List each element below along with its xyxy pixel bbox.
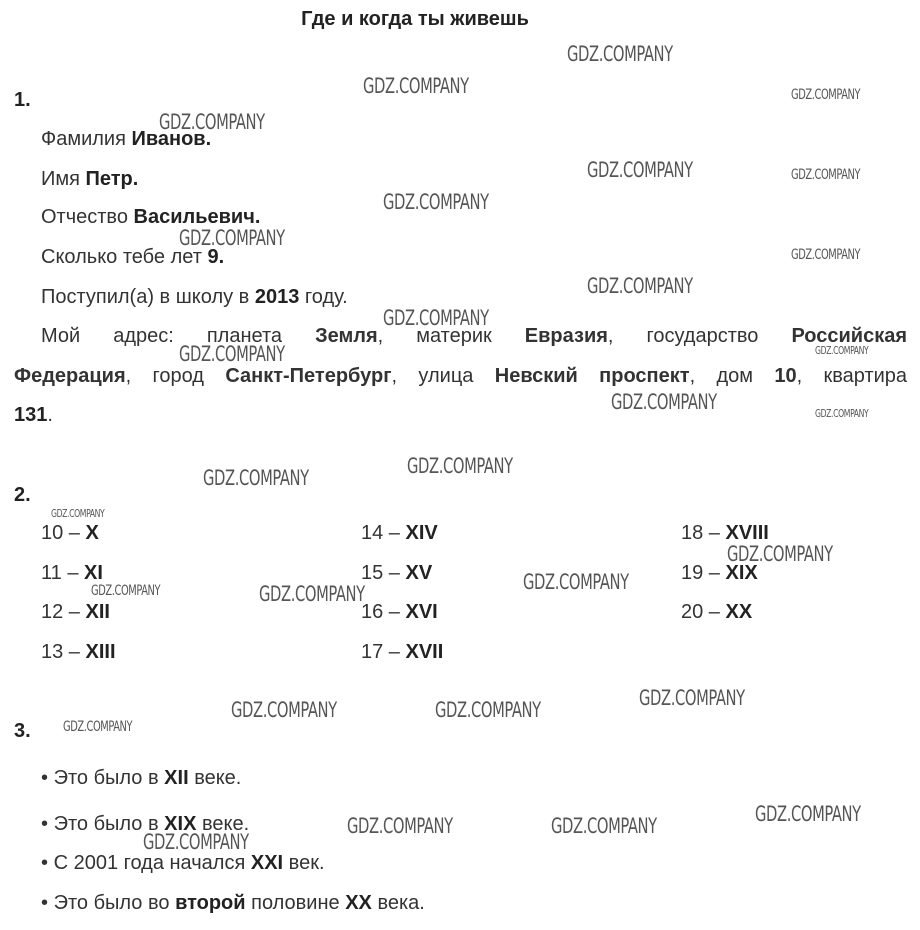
answer-text: век.	[288, 852, 325, 874]
school-suffix: году.	[304, 286, 348, 308]
arabic-number: 18 –	[681, 522, 720, 544]
address-apartment: 131	[14, 404, 48, 426]
address-planet: Земля	[315, 325, 378, 347]
roman-item	[681, 600, 752, 624]
address-text: , квартира	[796, 365, 908, 387]
watermark: GDZ.COMPANY	[639, 686, 745, 710]
bullet: •	[41, 813, 49, 835]
roman-item	[361, 600, 438, 624]
watermark: GDZ.COMPANY	[179, 226, 285, 250]
age-value: 9.	[207, 246, 225, 268]
address-text: , дом	[689, 365, 753, 387]
watermark: GDZ.COMPANY	[791, 87, 861, 103]
answer-bold: XIX	[164, 813, 197, 835]
roman-numeral: XIX	[725, 562, 758, 584]
roman-item	[41, 600, 110, 624]
arabic-number: 12 –	[41, 601, 80, 623]
roman-item	[361, 521, 438, 545]
address-text: , государство	[607, 325, 759, 347]
answer-item	[41, 766, 241, 790]
arabic-number: 10 –	[41, 522, 80, 544]
arabic-number: 16 –	[361, 601, 400, 623]
bullet: •	[41, 767, 49, 789]
watermark: GDZ.COMPANY	[51, 507, 105, 520]
watermark: GDZ.COMPANY	[587, 274, 693, 298]
surname-value: Иванов.	[131, 128, 212, 150]
roman-item	[41, 640, 116, 664]
watermark: GDZ.COMPANY	[755, 802, 861, 826]
address-city: Санкт-Петербург	[225, 365, 392, 387]
school-line	[41, 285, 348, 309]
watermark: GDZ.COMPANY	[347, 814, 453, 838]
address-text: , улица	[391, 365, 474, 387]
arabic-number: 19 –	[681, 562, 720, 584]
arabic-number: 15 –	[361, 562, 400, 584]
patronymic-value: Васильевич.	[133, 206, 261, 228]
name-line	[41, 167, 138, 191]
answer-bold: XXI	[250, 852, 284, 874]
answer-bold: XX	[345, 892, 372, 914]
roman-numeral: XI	[84, 562, 103, 584]
page-title: Где и когда ты живешь	[301, 8, 529, 30]
roman-numeral: XVIII	[725, 522, 769, 544]
arabic-number: 20 –	[681, 601, 720, 623]
roman-item	[41, 561, 103, 585]
watermark: GDZ.COMPANY	[435, 698, 541, 722]
roman-numeral: XX	[725, 601, 753, 623]
watermark: GDZ.COMPANY	[143, 830, 249, 854]
address-continent: Евразия	[524, 325, 608, 347]
arabic-number: 13 –	[41, 641, 80, 663]
bullet: •	[41, 852, 49, 874]
roman-item	[361, 561, 432, 585]
roman-numeral: XIII	[85, 641, 116, 663]
answer-text: веке.	[194, 767, 242, 789]
watermark: GDZ.COMPANY	[815, 407, 869, 420]
watermark: GDZ.COMPANY	[383, 306, 489, 330]
address-line-2	[14, 364, 907, 388]
answer-text: С 2001 года начался	[53, 852, 246, 874]
watermark: GDZ.COMPANY	[231, 698, 337, 722]
address-text: .	[47, 404, 53, 426]
roman-item	[361, 640, 443, 664]
answer-text: Это было во	[53, 892, 170, 914]
roman-numeral: XV	[405, 562, 433, 584]
answer-item	[41, 891, 425, 915]
section-2-number: 2.	[14, 484, 31, 506]
roman-numeral: X	[85, 522, 99, 544]
roman-numeral: XVII	[405, 641, 444, 663]
watermark: GDZ.COMPANY	[259, 582, 365, 606]
name-value: Петр.	[85, 168, 139, 190]
answer-text: века.	[377, 892, 425, 914]
arabic-number: 17 –	[361, 641, 400, 663]
watermark: GDZ.COMPANY	[551, 814, 657, 838]
roman-item	[41, 521, 99, 545]
watermark: GDZ.COMPANY	[611, 390, 717, 414]
watermark: GDZ.COMPANY	[523, 570, 629, 594]
school-label: Поступил(а) в школу в	[41, 286, 250, 308]
answer-text: половине	[251, 892, 340, 914]
answer-bold: XII	[164, 767, 189, 789]
arabic-number: 14 –	[361, 522, 400, 544]
address-house: 10	[774, 365, 797, 387]
address-text: Мой адрес: планета	[41, 325, 283, 347]
watermark: GDZ.COMPANY	[815, 344, 869, 357]
watermark: GDZ.COMPANY	[791, 167, 861, 183]
patronymic-label: Отчество	[41, 206, 128, 228]
watermark: GDZ.COMPANY	[203, 466, 309, 490]
answer-text: Это было в	[53, 813, 159, 835]
answer-text: Это было в	[53, 767, 159, 789]
watermark: GDZ.COMPANY	[791, 247, 861, 263]
arabic-number: 11 –	[41, 562, 79, 584]
address-text: , материк	[377, 325, 492, 347]
address-line-3	[14, 403, 53, 427]
watermark: GDZ.COMPANY	[159, 110, 265, 134]
watermark: GDZ.COMPANY	[567, 42, 673, 66]
watermark: GDZ.COMPANY	[363, 74, 469, 98]
watermark: GDZ.COMPANY	[587, 158, 693, 182]
bullet: •	[41, 892, 49, 914]
address-country: Российская	[791, 325, 907, 347]
roman-numeral: XIV	[405, 522, 438, 544]
roman-numeral: XII	[85, 601, 110, 623]
watermark: GDZ.COMPANY	[63, 719, 133, 735]
answer-item	[41, 851, 325, 875]
address-street: Невский проспект	[494, 365, 690, 387]
section-1-number: 1.	[14, 89, 31, 111]
watermark: GDZ.COMPANY	[179, 342, 285, 366]
surname-label: Фамилия	[41, 128, 126, 150]
watermark: GDZ.COMPANY	[383, 190, 489, 214]
watermark: GDZ.COMPANY	[91, 583, 161, 599]
roman-numeral: XVI	[405, 601, 438, 623]
school-year: 2013	[254, 286, 300, 308]
answer-text: веке.	[201, 813, 250, 835]
name-label: Имя	[41, 168, 80, 190]
watermark: GDZ.COMPANY	[407, 454, 513, 478]
age-label: Сколько тебе лет	[41, 246, 202, 268]
section-3-number: 3.	[14, 720, 31, 742]
address-text: , город	[125, 365, 204, 387]
watermark: GDZ.COMPANY	[727, 542, 833, 566]
address-country: Федерация	[14, 365, 126, 387]
answer-bold: второй	[175, 892, 246, 914]
